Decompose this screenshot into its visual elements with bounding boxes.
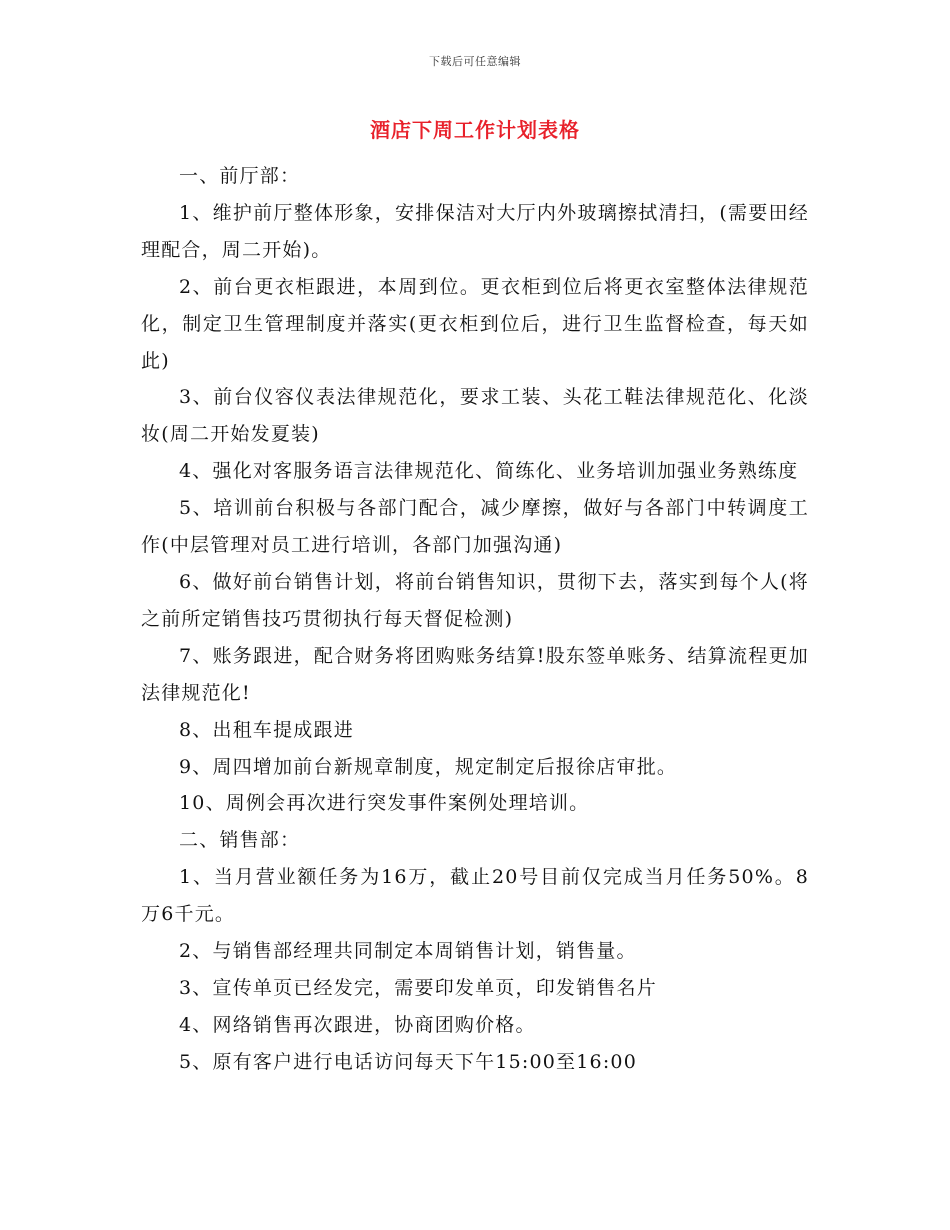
- front-desk-item-7: 7、账务跟进，配合财务将团购账务结算!股东签单账务、结算流程更加法律规范化!: [141, 644, 809, 704]
- front-desk-item-9: 9、周四增加前台新规章制度，规定制定后报徐店审批。: [179, 755, 678, 778]
- front-desk-item-10: 10、周例会再次进行突发事件案例处理培训。: [179, 792, 590, 815]
- header-note: 下载后可任意编辑: [429, 55, 521, 68]
- front-desk-item-8: 8、出租车提成跟进: [179, 718, 354, 741]
- front-desk-item-3: 3、前台仪容仪表法律规范化，要求工装、头花工鞋法律规范化、化淡妆(周二开始发夏装): [141, 386, 809, 446]
- document-title: 酒店下周工作计划表格: [370, 118, 580, 142]
- front-desk-item-1: 1、维护前厅整体形象，安排保洁对大厅内外玻璃擦拭清扫，(需要田经理配合，周二开始)。: [141, 201, 809, 261]
- front-desk-item-6: 6、做好前台销售计划，将前台销售知识，贯彻下去，落实到每个人(将之前所定销售技巧贯彻执行每天督促检测): [141, 570, 809, 630]
- sales-item-4: 4、网络销售再次跟进，协商团购价格。: [179, 1013, 536, 1036]
- section-heading-front-desk: 一、前厅部：: [179, 165, 301, 187]
- document-body: [141, 158, 809, 1081]
- sales-item-5: 5、原有客户进行电话访问每天下午15:00至16:00: [179, 1050, 637, 1073]
- front-desk-item-5: 5、培训前台积极与各部门配合，减少摩擦，做好与各部门中转调度工作(中层管理对员工进行培训，各部门加强沟通): [141, 497, 809, 557]
- front-desk-item-2: 2、前台更衣柜跟进，本周到位。更衣柜到位后将更衣室整体法律规范化，制定卫生管理制度并落实(更衣柜到位后，进行卫生监督检查，每天如此): [141, 275, 809, 372]
- sales-item-3: 3、宣传单页已经发完，需要印发单页，印发销售名片: [179, 976, 657, 999]
- sales-item-1: 1、当月营业额任务为16万，截止20号目前仅完成当月任务50%。8万6千元。: [141, 866, 809, 926]
- sales-item-2: 2、与销售部经理共同制定本周销售计划，销售量。: [179, 940, 637, 963]
- section-heading-sales: 二、销售部：: [179, 829, 301, 852]
- front-desk-item-4: 4、强化对客服务语言法律规范化、简练化、业务培训加强业务熟练度: [179, 460, 799, 483]
